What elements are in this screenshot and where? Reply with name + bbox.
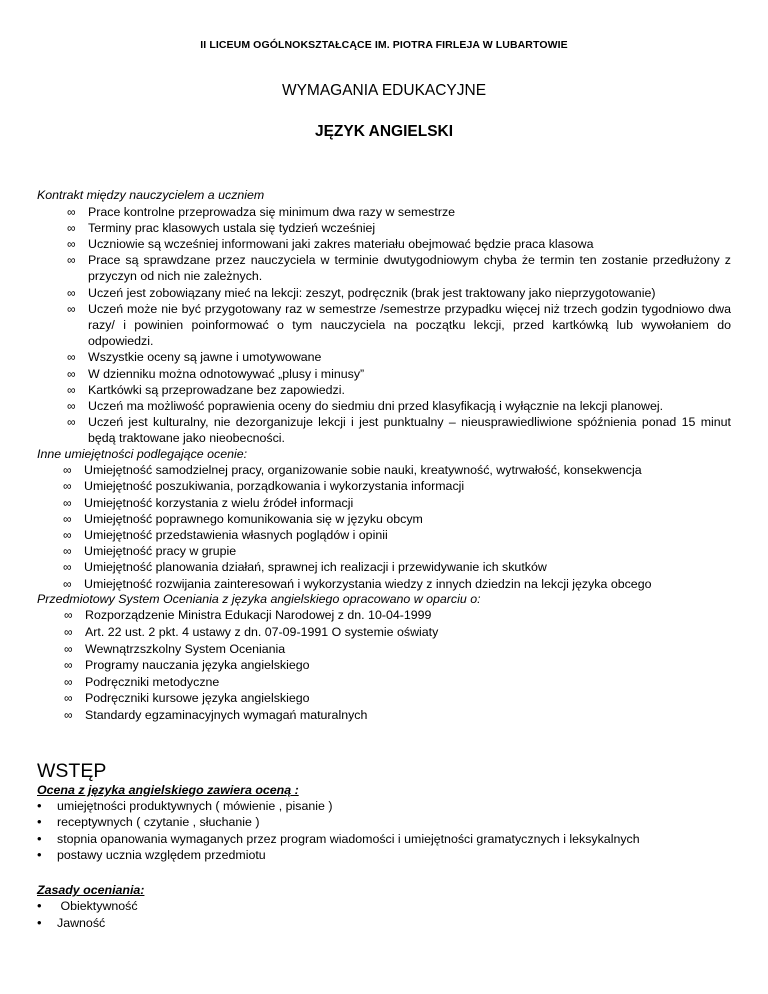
bullet-dot-icon: •	[37, 914, 42, 930]
list-item	[67, 236, 731, 252]
list-item-text: W dzienniku można odnotowywać „plusy i minusy”	[88, 366, 365, 381]
list-item	[64, 641, 731, 658]
zasady-heading: Zasady oceniania:	[37, 882, 145, 897]
list-item-text: Umiejętność przedstawienia własnych poglądów i opinii	[84, 528, 388, 543]
list-item-text: stopnia opanowania wymaganych przez program wiadomości i umiejętności gramatycznych i leksykalnych	[57, 831, 640, 846]
bullet-dot-icon: •	[37, 830, 42, 846]
infinity-bullet-icon: ∞	[67, 204, 76, 219]
infinity-bullet-icon: ∞	[64, 658, 73, 673]
umiejetnosci-label: Inne umiejętności podlegające ocenie:	[37, 446, 248, 461]
list-item-text: Umiejętność planowania działań, sprawnej ich realizacji i przewidywanie ich skutków	[84, 560, 547, 575]
list-item-text: Umiejętność rozwijania zainteresowań i wykorzystania wiedzy z innych dziedzin na lekcji języka obcego	[84, 576, 652, 591]
list-item	[67, 285, 731, 301]
list-item-text: Uczeń jest zobowiązany mieć na lekcji: zeszyt, podręcznik (brak jest traktowany jako nieprzygotowanie)	[88, 285, 656, 300]
infinity-bullet-icon: ∞	[63, 560, 72, 575]
kontrakt-label: Kontrakt między nauczycielem a uczniem	[37, 188, 265, 202]
list-item	[67, 301, 731, 350]
list-item-text: Umiejętność pracy w grupie	[84, 544, 237, 559]
list-item	[63, 462, 731, 478]
infinity-bullet-icon: ∞	[64, 608, 73, 623]
list-item	[64, 674, 731, 691]
list-item	[67, 204, 731, 220]
subject-title: JĘZYK ANGIELSKI	[314, 123, 454, 140]
list-item	[37, 831, 731, 848]
list-item	[67, 398, 731, 414]
infinity-bullet-icon: ∞	[64, 674, 73, 689]
wstep-heading: WSTĘP	[37, 759, 107, 782]
infinity-bullet-icon: ∞	[64, 625, 73, 640]
list-item	[63, 478, 731, 494]
list-item-text: Uczeń jest kulturalny, nie dezorganizuje lekcji i jest punktualny – nieusprawiedliwione spóźnienia ponad 15 minut będą traktowane jako nieobecności.	[88, 415, 731, 446]
document-page	[37, 36, 731, 931]
infinity-bullet-icon: ∞	[67, 285, 76, 300]
school-name: II LICEUM OGÓLNOKSZTAŁCĄCE IM. PIOTRA FIRLEJA W LUBARTOWIE	[200, 39, 568, 51]
infinity-bullet-icon: ∞	[63, 576, 72, 591]
list-item-text: Rozporządzenie Ministra Edukacji Narodowej z dn. 10-04-1999	[85, 608, 432, 623]
list-item-text: Art. 22 ust. 2 pkt. 4 ustawy z dn. 07-09-1991 O systemie oświaty	[85, 625, 439, 640]
list-item	[67, 414, 731, 446]
bullet-dot-icon: •	[37, 897, 42, 913]
list-item-text: Wszystkie oceny są jawne i umotywowane	[88, 350, 322, 365]
list-item-text: Terminy prac klasowych ustala się tydzień wcześniej	[88, 220, 376, 235]
list-item	[63, 559, 731, 575]
zasady-list	[37, 898, 731, 931]
list-item	[64, 607, 731, 624]
list-item	[64, 690, 731, 707]
infinity-bullet-icon: ∞	[67, 415, 76, 430]
list-item	[37, 847, 731, 864]
list-item-text: Standardy egzaminacyjnych wymagań maturalnych	[85, 708, 368, 723]
infinity-bullet-icon: ∞	[64, 641, 73, 656]
bullet-dot-icon: •	[37, 797, 42, 813]
list-item-text: Umiejętność poszukiwania, porządkowania i wykorzystania informacji	[84, 479, 465, 494]
ocena-heading: Ocena z języka angielskiego zawiera oceną :	[37, 782, 299, 797]
list-item-text: Umiejętność korzystania z wielu źródeł informacji	[84, 495, 354, 510]
list-item-text: receptywnych ( czytanie , słuchanie )	[57, 815, 260, 830]
list-item-text: Prace są sprawdzane przez nauczyciela w terminie dwutygodniowym chyba że termin ten zostanie przedłużony z przyczyn od nich nie zależnych.	[88, 253, 731, 284]
list-item-text: umiejętności produktywnych ( mówienie , pisanie )	[57, 798, 333, 813]
bullet-dot-icon: •	[37, 814, 42, 830]
infinity-bullet-icon: ∞	[67, 253, 76, 268]
list-item-text: Obiektywność	[57, 898, 138, 913]
infinity-bullet-icon: ∞	[63, 479, 72, 494]
infinity-bullet-icon: ∞	[64, 691, 73, 706]
list-item	[63, 527, 731, 543]
list-item	[67, 382, 731, 398]
infinity-bullet-icon: ∞	[67, 366, 76, 381]
list-item-text: Jawność	[57, 915, 106, 930]
list-item	[67, 349, 731, 365]
list-item-text: Uczeń może nie być przygotowany raz w semestrze /semestrze przypadku więcej niż trzech godzin tygodniowo dwa razy/ i powinien poinformować o tym nauczyciela na początku lekcji, przed kartkówką lub wywołaniem do odpowiedzi.	[88, 301, 731, 349]
list-item	[37, 915, 731, 932]
infinity-bullet-icon: ∞	[63, 544, 72, 559]
list-item	[37, 814, 731, 831]
infinity-bullet-icon: ∞	[67, 220, 76, 235]
list-item	[64, 624, 731, 641]
infinity-bullet-icon: ∞	[63, 511, 72, 526]
list-item	[37, 798, 731, 815]
infinity-bullet-icon: ∞	[67, 301, 76, 316]
ocena-list	[37, 798, 731, 864]
infinity-bullet-icon: ∞	[64, 708, 73, 723]
list-item	[63, 543, 731, 559]
kontrakt-list	[67, 204, 731, 447]
bullet-dot-icon: •	[37, 847, 42, 863]
list-item-text: Prace kontrolne przeprowadza się minimum dwa razy w semestrze	[88, 204, 456, 219]
list-item	[67, 366, 731, 382]
infinity-bullet-icon: ∞	[67, 399, 76, 414]
infinity-bullet-icon: ∞	[67, 350, 76, 365]
list-item	[67, 252, 731, 284]
pso-label: Przedmiotowy System Oceniania z języka angielskiego opracowano w oparciu o:	[37, 591, 481, 606]
infinity-bullet-icon: ∞	[67, 237, 76, 251]
list-item	[63, 576, 731, 592]
infinity-bullet-icon: ∞	[63, 463, 72, 478]
list-item	[64, 707, 731, 724]
list-item-text: Uczeń ma możliwość poprawienia oceny do siedmiu dni przed klasyfikacją i wyłącznie na lekcji planowej.	[88, 399, 664, 414]
list-item-text: Umiejętność poprawnego komunikowania się w języku obcym	[84, 511, 423, 526]
list-item-text: Uczniowie są wcześniej informowani jaki zakres materiału obejmować będzie praca klasowa	[88, 237, 594, 251]
list-item	[63, 495, 731, 511]
list-item-text: Umiejętność samodzielnej pracy, organizowanie sobie nauki, kreatywność, wytrwałość, konsekwencja	[84, 463, 642, 478]
infinity-bullet-icon: ∞	[63, 528, 72, 543]
list-item-text: Kartkówki są przeprowadzane bez zapowiedzi.	[88, 382, 345, 397]
list-item	[37, 898, 731, 915]
list-item-text: Programy nauczania języka angielskiego	[85, 658, 310, 673]
umiejetnosci-list	[63, 462, 731, 592]
pso-list	[64, 607, 731, 723]
list-item-text: Wewnątrzszkolny System Oceniania	[85, 641, 286, 656]
list-item-text: Podręczniki metodyczne	[85, 674, 220, 689]
document-title: WYMAGANIA EDUKACYJNE	[281, 82, 487, 99]
list-item	[64, 657, 731, 674]
list-item	[63, 511, 731, 527]
list-item-text: postawy ucznia względem przedmiotu	[57, 848, 266, 863]
list-item	[67, 220, 731, 236]
infinity-bullet-icon: ∞	[67, 382, 76, 397]
infinity-bullet-icon: ∞	[63, 495, 72, 510]
list-item-text: Podręczniki kursowe języka angielskiego	[85, 691, 310, 706]
